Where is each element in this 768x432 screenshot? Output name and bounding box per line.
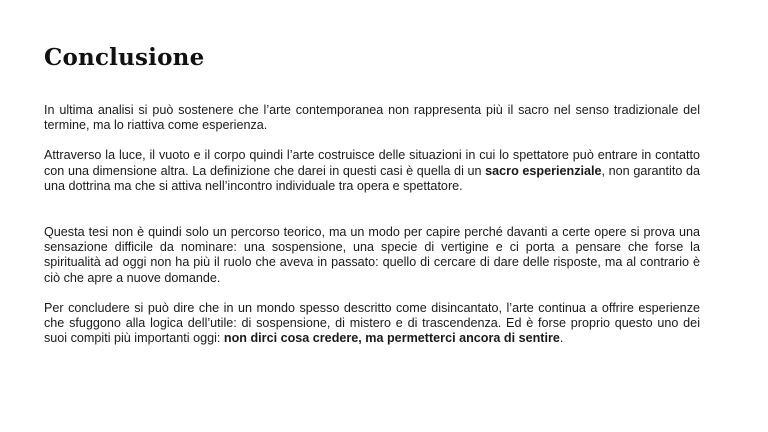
paragraph-4-bold-phrase: non dirci cosa credere, ma permetterci ancora di sentire [223,331,560,346]
paragraph-3 [44,225,700,286]
paragraph-spacer [44,194,700,225]
paragraph-2-text-end: , non garantito da una dottrina ma che si attiva nell’incontro individuale tra opera e spettatore. [44,163,700,193]
paragraph-spacer [44,133,700,148]
paragraph-1 [44,103,700,133]
slide-title: Conclusione [44,44,205,71]
paragraph-3-text: Questa tesi non è quindi solo un percorso teorico, ma un modo per capire perché davanti a certe opere si prova una sensazione difficile da nominare: una sospensione, una specie di vertigine e ci porta a pensare che forse la spiritualità ad oggi non ha più il ruolo che aveva in passato: quello di cercare di dare delle risposte, ma al contrario è ciò che apre a nuove domande. [44,225,700,285]
paragraph-4 [44,301,700,347]
paragraph-2-text-start: Attraverso la luce, il vuoto e il corpo quindi l’arte costruisce delle situazioni in cui lo spettatore può entrare in contatto con una dimensione altra. La definizione che darei in questi casi è quella di un [44,148,700,178]
paragraph-spacer [44,286,700,301]
paragraph-4-text-start: Per concludere si può dire che in un mondo spesso descritto come disincantato, l’arte continua a offrire esperienze che sfuggono alla logica dell’utile: di sospensione, di mistero e di trascendenza. Ed è forse proprio questo uno dei suoi compiti più importanti oggi: [44,300,700,346]
slide-body [44,103,700,346]
paragraph-2-bold-phrase: sacro esperienziale [485,163,602,178]
paragraph-2 [44,148,700,194]
paragraph-1-text: In ultima analisi si può sostenere che l’arte contemporanea non rappresenta più il sacro nel senso tradizionale del termine, ma lo riattiva come esperienza. [44,103,700,133]
paragraph-4-text-end: . [559,331,564,346]
